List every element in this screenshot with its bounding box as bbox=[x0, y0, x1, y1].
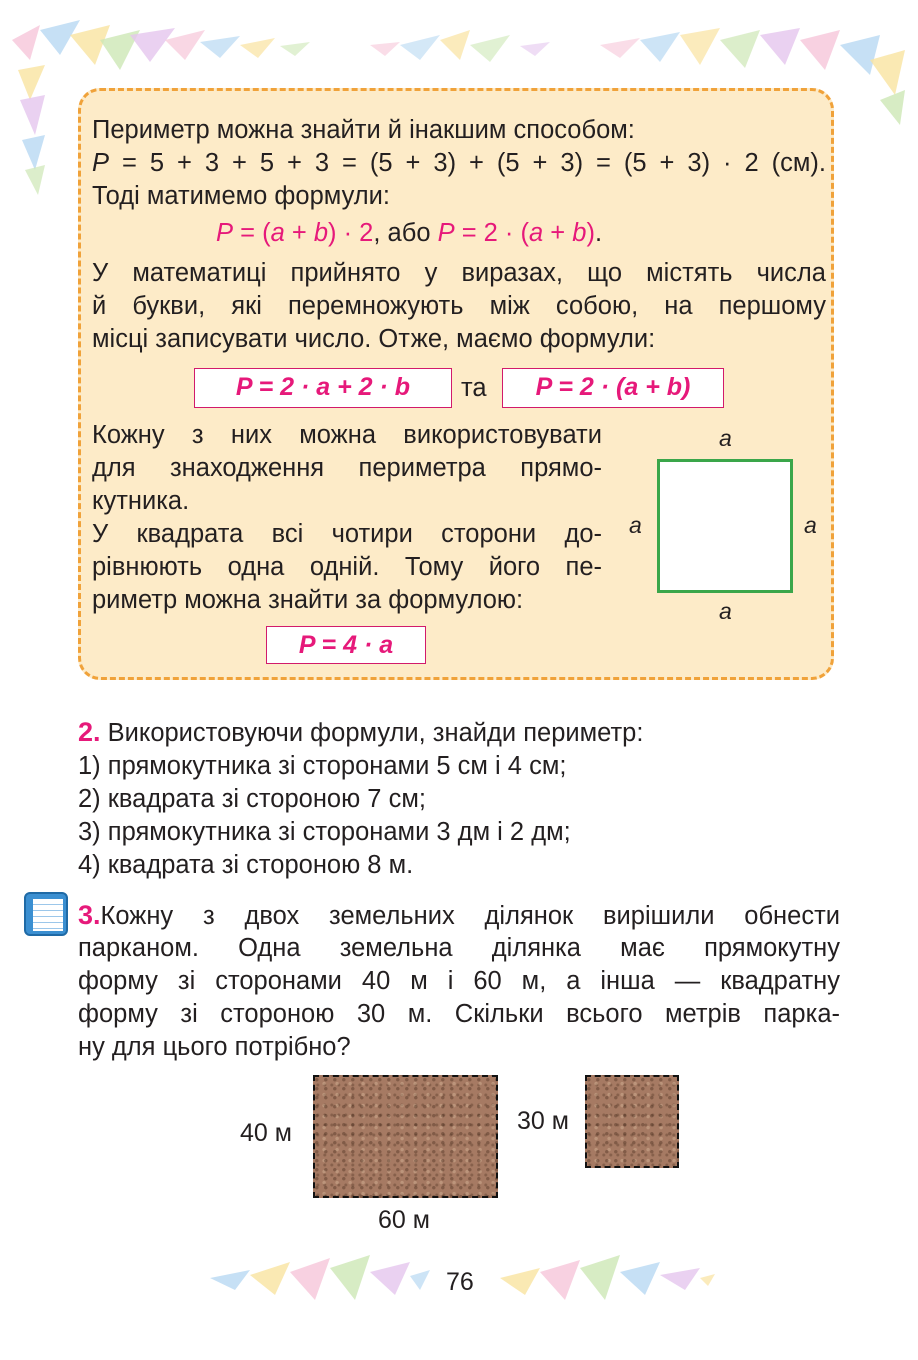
para3-line-3: кутника. bbox=[92, 487, 190, 515]
para3-line-5: рівнюють одна одній. Тому його пе- bbox=[92, 553, 602, 581]
theory-line-2: P = 5 + 3 + 5 + 3 = (5 + 3) + (5 + 3) = (5 + 3) · 2 (см). bbox=[92, 149, 826, 177]
plot1-width-label: 60 м bbox=[378, 1206, 430, 1234]
task2-number: 2. bbox=[78, 717, 101, 747]
theory-line-3: Тоді матимемо формули: bbox=[92, 182, 390, 210]
task3-line-2: парканом. Одна земельна ділянка має прямокутну bbox=[78, 934, 840, 962]
square-label-left: a bbox=[629, 512, 642, 538]
plot2-side-label: 30 м bbox=[517, 1107, 569, 1135]
task3-line-5: ну для цього потрібно? bbox=[78, 1033, 351, 1061]
page-number: 76 bbox=[446, 1268, 474, 1296]
boxed-connector: та bbox=[461, 374, 487, 402]
boxed-formula-1: P = 2 · a + 2 · b bbox=[194, 368, 452, 408]
rectangular-plot bbox=[313, 1075, 498, 1198]
task3-text-1: Кожну з двох земельних ділянок вирішили обнести bbox=[100, 902, 840, 930]
para3-line-4: У квадрата всі чотири сторони до- bbox=[92, 520, 602, 548]
square-diagram bbox=[657, 459, 793, 593]
task2-item-3: 3) прямокутника зі сторонами 3 дм і 2 дм; bbox=[78, 818, 571, 846]
para2-line-2: й букви, які перемножують між собою, на першому bbox=[92, 292, 826, 320]
para2-line-3: місці записувати число. Отже, маємо формули: bbox=[92, 325, 656, 353]
task2-item-2: 2) квадрата зі стороною 7 см; bbox=[78, 785, 426, 813]
formula-line bbox=[216, 217, 602, 249]
task3-line-1 bbox=[78, 899, 840, 932]
plot1-height-label: 40 м bbox=[240, 1119, 292, 1147]
square-label-right: a bbox=[804, 512, 817, 538]
task3-line-4: форму зі стороною 30 м. Скільки всього метрів парка- bbox=[78, 1000, 840, 1028]
square-formula: P = 4 · a bbox=[266, 626, 426, 664]
para3-line-1: Кожну з них можна використовувати bbox=[92, 421, 602, 449]
formula-perimeter-2: P = 2 · (a + b) bbox=[437, 219, 595, 247]
task2-item-4: 4) квадрата зі стороною 8 м. bbox=[78, 851, 414, 879]
task3-number: 3. bbox=[78, 900, 101, 930]
para3-line-2: для знаходження периметра прямо- bbox=[92, 454, 602, 482]
formula-end: . bbox=[594, 219, 603, 247]
para3-line-6: риметр можна знайти за формулою: bbox=[92, 586, 524, 614]
task2-heading bbox=[78, 716, 643, 749]
notebook-icon bbox=[24, 892, 68, 936]
boxed-formula-2: P = 2 · (a + b) bbox=[502, 368, 724, 408]
formula-perimeter-1: P = (a + b) · 2 bbox=[216, 219, 374, 247]
task2-item-1: 1) прямокутника зі сторонами 5 см і 4 см; bbox=[78, 752, 567, 780]
theory-line-1: Периметр можна знайти й інакшим способом: bbox=[92, 116, 635, 144]
formula-separator: , або bbox=[373, 219, 438, 247]
task3-line-3: форму зі сторонами 40 м і 60 м, а інша — квадратну bbox=[78, 967, 840, 995]
task2-title: Використовуючи формули, знайди периметр: bbox=[107, 719, 644, 747]
square-plot bbox=[585, 1075, 679, 1168]
square-label-bottom: a bbox=[719, 598, 732, 624]
square-label-top: a bbox=[719, 425, 732, 451]
para2-line-1: У математиці прийнято у виразах, що містять числа bbox=[92, 259, 826, 287]
